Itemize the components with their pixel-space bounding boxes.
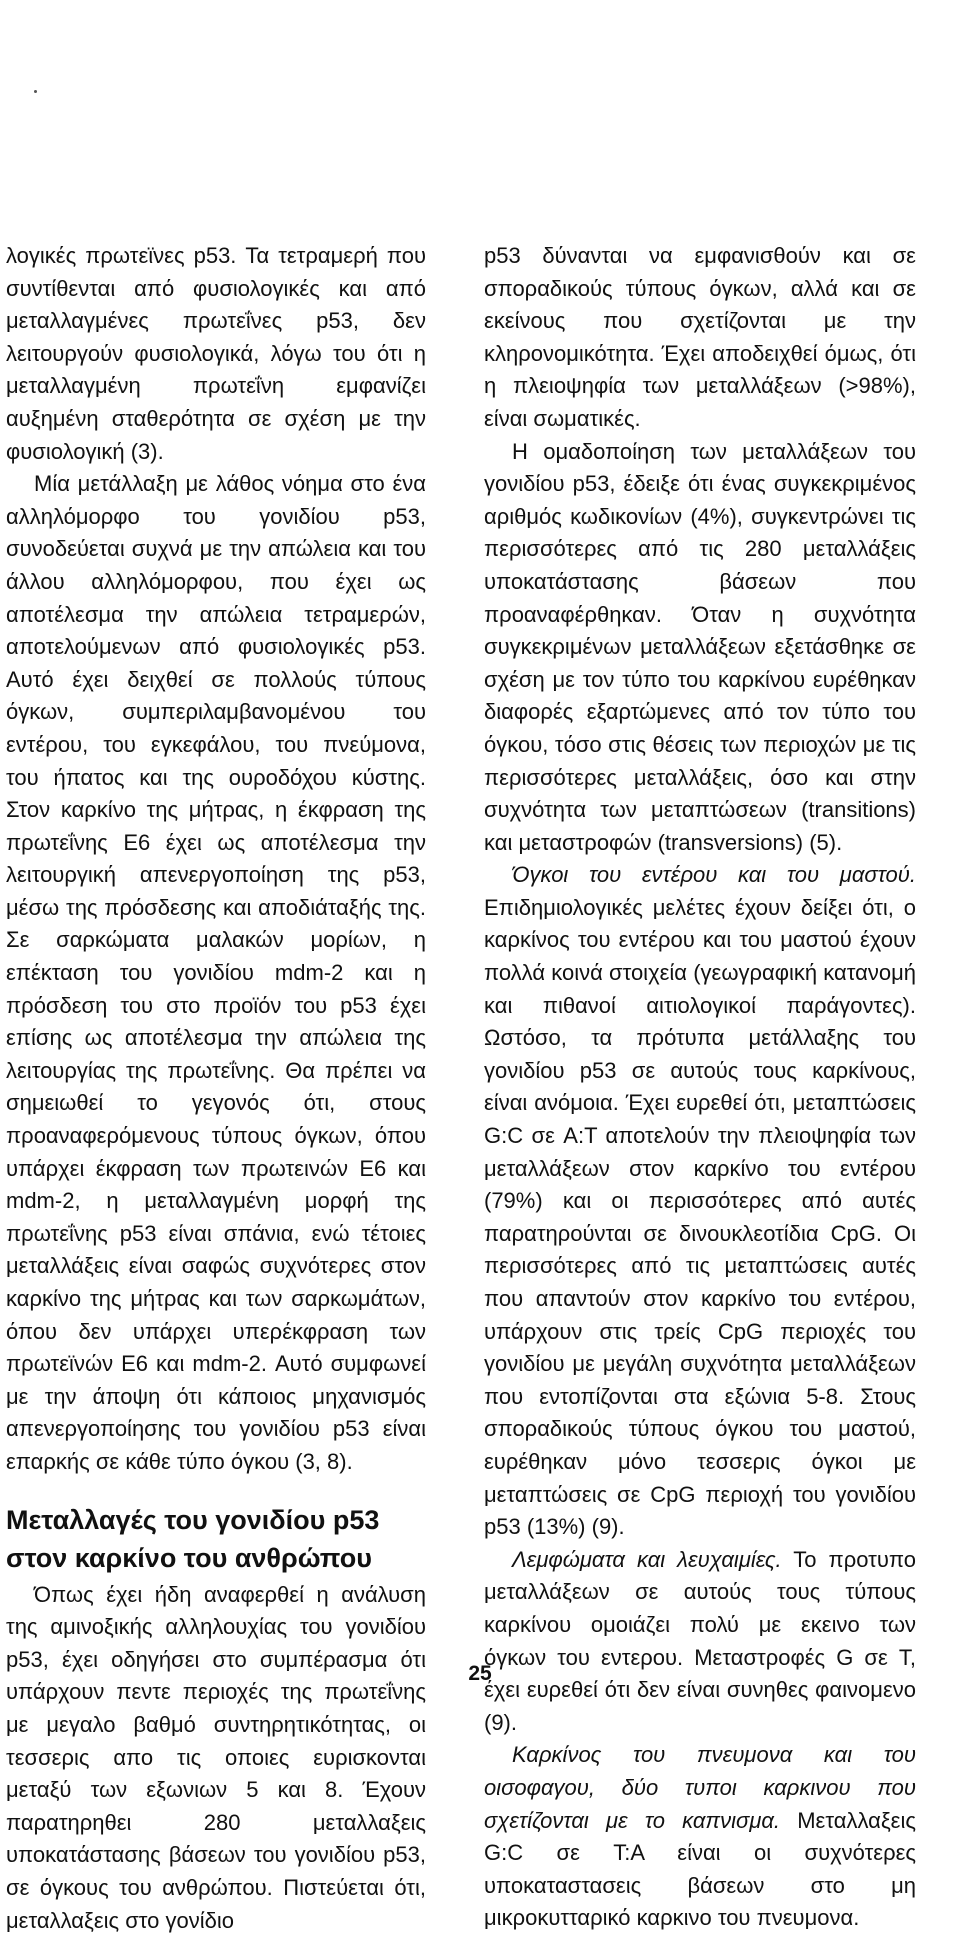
paragraph-text: Μεταλλαξεις G:C σε T:A είναι οι συχνότερες υποκαταστασεις βάσεων στο μη μικροκυτταρικό καρκινο του πνευμονα. xyxy=(484,1807,916,1931)
section-heading xyxy=(6,1501,426,1577)
paragraph xyxy=(484,1544,916,1740)
paragraph xyxy=(484,859,916,1543)
paragraph-text: Επιδημιολογικές μελέτες έχουν δείξει ότι, ο καρκίνος του εντέρου και του μαστού έχουν πολλά κοινά στοιχεία (γεωγραφική κατανομή και πιθανοί αιτιολογικοί παράγοντες). Ωστόσο, τα πρότυπα μετάλλαξης του γονιδίου p53 σε αυτούς τους καρκίνους, είναι ανόμοια. Έχει ευρεθεί ότι, μεταπτώσεις G:C σε A:T αποτελούν την πλειοψηφία των μεταλλάξεων στον καρκίνο του εντέρου (79%) και οι περισσότερες από αυτές παρατηρούνται σε δινουκλεοτίδια CpG. Οι περισσότερες από τις μεταπτώσεις αυτές που απαντούν στον καρκίνο του εντέρου, υπάρχουν στις τρείς CpG περιοχές του γονιδίου με μεγάλη συχνότητα μεταλλάξεων που εντοπίζονται στα εξώνια 5-8. Στους σποραδικούς τύπους όγκου του μαστού, ευρέθηκαν μόνο τεσσερις όγκοι με μεταπτώσεις σε CpG περιοχή του γονιδίου p53 (13%) (9). xyxy=(484,894,916,1540)
scan-speck xyxy=(34,90,37,93)
paragraph xyxy=(484,1739,916,1935)
paragraph: p53 δύνανται να εμφανισθούν και σε σποραδικούς τύπους όγκων, αλλά και σε εκείνους που σχετίζονται με την κληρονομικότητα. Έχει αποδειχθεί όμως, ότι η πλειοψηφία των μεταλλάξεων (>98%), είναι σωματικές. xyxy=(484,243,916,431)
paragraph: Μία μετάλλαξη με λάθος νόημα στο ένα αλληλόμορφο του γονιδίου p53, συνοδεύεται συχνά με την απώλεια και του άλλου αλληλόμορφου, που έχει ως αποτέλεσμα την απώλεια τετραμερών, αποτελούμενων από φυσιολογικές p53. Αυτό έχει δειχθεί σε πολλούς τύπους όγκων, συμπεριλαμβανομένου του εντέρου, του εγκεφάλου, του πνεύμονα, του ήπατος και της ουροδόχου κύστης. Στον καρκίνο της μήτρας, η έκφραση της πρωτεΐνης Ε6 έχει ως αποτέλεσμα την λειτουργική απενεργοποίηση της p53, μέσω της πρόσδεσης και αποδιάταξής της. Σε σαρκώματα μαλακών μορίων, η επέκταση του γονιδίου mdm-2 και η πρόσδεση του στο προϊόν του p53 έχει επίσης ως αποτέλεσμα την απώλεια της λειτουργίας της πρωτεΐνης. Θα πρέπει να σημειωθεί το γεγονός ότι, στους προαναφερόμενους τύπους όγκων, όπου υπάρχει έκφραση των πρωτεινών Ε6 και mdm-2, η μεταλλαγμένη μορφή της πρωτεΐνης p53 είναι σπάνια, ενώ τέτοιες μεταλλάξεις είναι σαφώς συχνότερες στον καρκίνο της μήτρας και των σαρκωμάτων, όπου δεν υπάρχει υπερέκφραση των πρωτεϊνών Ε6 και mdm-2. Αυτό συμφωνεί με την άποψη ότι κάποιος μηχανισμός απενεργοποίησης του γονιδίου p53 είναι επαρκής σε κάθε τύπο όγκου (3, 8). xyxy=(6,471,426,1474)
paragraph: Όπως έχει ήδη αναφερθεί η ανάλυση της αμινοξικής αλληλουχίας του γονιδίου p53, έχει οδηγήσει στο συμπέρασμα ότι υπάρχουν πεντε περιοχές της πρωτεΐνης με μεγαλο βαθμό συντηρητικότητας, οι τεσσερις απο τις οποιες ευρισκονται μεταξύ των εξωνιων 5 και 8. Έχουν παρατηρηθει 280 μεταλλαξεις υποκατάστασης βάσεων του γονιδίου p53, σε όγκους του ανθρώπου. Πιστεύεται ότι, μεταλλαξεις στο γονίδιο xyxy=(6,1581,426,1933)
section-heading-line: στον καρκίνο του ανθρώπου xyxy=(6,1542,372,1573)
paragraph: Η ομαδοποίηση των μεταλλάξεων του γονιδίου p53, έδειξε ότι ένας συγκεκριμένος αριθμός κωδικονίων (4%), συγκεντρώνει τις περισσότερες από τις 280 μεταλλάξεις υποκατάστασης βάσεων που προαναφέρθηκαν. Όταν η συχνότητα συγκεκριμένων μεταλλάξεων εξετάσθηκε σε σχέση με τον τύπο του καρκίνου ευρέθηκαν διαφορές εξαρτώμενες από τον τύπο του όγκου, τόσο στις θέσεις των περιοχών με τις περισσότερες μεταλλάξεις, όσο και στην συχνότητα των μεταπτώσεων (transitions) και μεταστροφών (transversions) (5). xyxy=(484,438,916,855)
subsection-title: Όγκοι του εντέρου και του μαστού. xyxy=(512,862,916,888)
paragraph-text: Το προτυπο μεταλλάξεων σε αυτούς τους τύπους καρκίνου ομοιάζει πολύ με εκεινο των όγκων του εντερου. Μεταστροφές G σε T, έχει ευρεθεί ότι δεν είναι συνηθες φαινομενο (9). xyxy=(484,1546,917,1735)
section-heading-line: Μεταλλαγές του γονιδίου p53 xyxy=(6,1504,380,1535)
subsection-title: Λεμφώματα και λευχαιμίες. xyxy=(512,1546,782,1572)
paragraph: λογικές πρωτεϊνες p53. Τα τετραμερή που συντίθενται από φυσιολογικές και από μεταλλαγμένες πρωτεΐνες p53, δεν λειτουργούν φυσιολογικά, λόγω του ότι η μεταλλαγμένη πρωτεΐνη εμφανίζει αυξημένη σταθερότητα σε σχέση με την φυσιολογική (3). xyxy=(6,243,426,464)
page-number: 25 xyxy=(468,1662,492,1685)
subsection-title: Καρκίνος του πνευμονα και του οισοφαγου, δύο τυποι καρκινου που σχετίζονται με το καπνισμα. xyxy=(484,1742,916,1833)
